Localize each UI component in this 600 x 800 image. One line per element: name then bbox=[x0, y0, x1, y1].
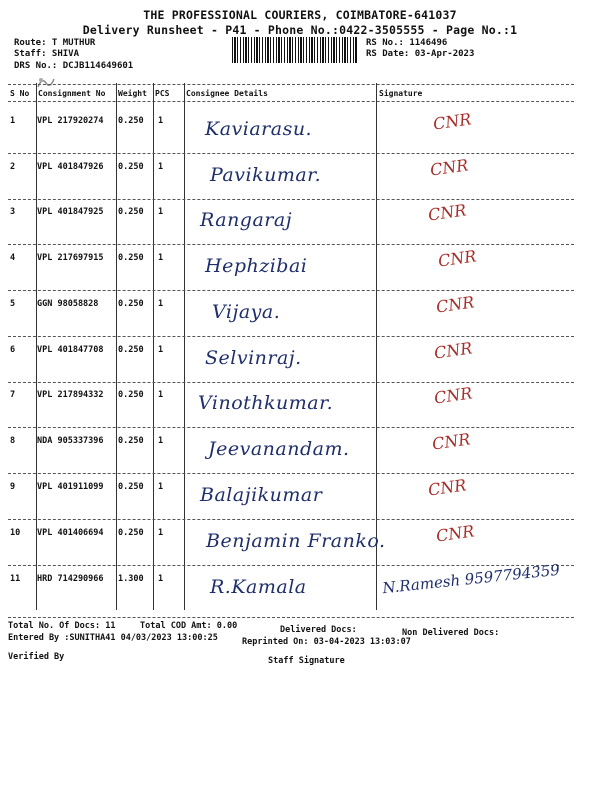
barcode bbox=[232, 37, 358, 63]
consignee-handwriting: Hephzibai bbox=[205, 255, 308, 277]
row-sno: 5 bbox=[10, 299, 16, 309]
consignee-handwriting: Balajikumar bbox=[200, 484, 323, 506]
consignee-handwriting: Rangaraj bbox=[200, 209, 293, 231]
row-sno: 6 bbox=[10, 345, 16, 355]
staff-signature: Staff Signature bbox=[268, 656, 345, 666]
reprinted-on: Reprinted On: 03-04-2023 13:03:07 bbox=[242, 637, 411, 647]
consignee-handwriting: Kaviarasu. bbox=[205, 118, 313, 140]
signature-handwriting: N.Ramesh 9597794359 bbox=[381, 560, 561, 598]
row-separator bbox=[8, 473, 574, 474]
row-sno: 9 bbox=[10, 482, 16, 492]
header-top-rule bbox=[8, 84, 574, 85]
consignment-number: VPL 217920274 bbox=[37, 116, 104, 126]
document-title: THE PROFESSIONAL COURIERS, COIMBATORE-641037 bbox=[143, 8, 457, 22]
row-separator bbox=[8, 244, 574, 245]
pcs-value: 1 bbox=[158, 299, 164, 309]
consignment-number: VPL 401847925 bbox=[37, 207, 104, 217]
header-bottom-rule bbox=[8, 101, 574, 102]
col-signature: Signature bbox=[379, 89, 423, 98]
pcs-value: 1 bbox=[158, 390, 164, 400]
col-weight: Weight bbox=[118, 89, 147, 98]
row-sno: 8 bbox=[10, 436, 16, 446]
col-pcs: PCS bbox=[155, 89, 170, 98]
row-sno: 11 bbox=[10, 574, 21, 584]
consignment-number: VPL 401847708 bbox=[37, 345, 104, 355]
row-sno: 4 bbox=[10, 253, 16, 263]
rs-number: RS No.: 1146496 bbox=[366, 38, 448, 48]
consignment-number: GGN 98058828 bbox=[37, 299, 99, 309]
consignment-number: VPL 217894332 bbox=[37, 390, 104, 400]
document-subtitle: Delivery Runsheet - P41 - Phone No.:0422-3505555 - Page No.:1 bbox=[82, 23, 518, 37]
col-consignee: Consignee Details bbox=[186, 89, 268, 98]
weight-value: 0.250 bbox=[118, 116, 144, 126]
weight-value: 0.250 bbox=[118, 482, 144, 492]
row-sno: 2 bbox=[10, 162, 16, 172]
row-separator bbox=[8, 199, 574, 200]
signature-handwriting: CNR bbox=[432, 338, 474, 363]
weight-value: 0.250 bbox=[118, 253, 144, 263]
consignee-handwriting: R.Kamala bbox=[210, 576, 307, 598]
consignment-number: HRD 714290966 bbox=[37, 574, 104, 584]
pcs-value: 1 bbox=[158, 345, 164, 355]
weight-value: 0.250 bbox=[118, 390, 144, 400]
row-separator bbox=[8, 153, 574, 154]
col-consignment: Consignment No bbox=[38, 89, 106, 98]
row-sno: 10 bbox=[10, 528, 21, 538]
consignee-handwriting: Jeevanandam. bbox=[208, 438, 350, 460]
consignee-handwriting: Pavikumar. bbox=[210, 164, 322, 186]
rs-date: RS Date: 03-Apr-2023 bbox=[366, 49, 475, 59]
staff-label: Staff: SHIVA bbox=[14, 49, 80, 59]
signature-handwriting: CNR bbox=[426, 200, 468, 225]
entered-by: Entered By :SUNITHA41 04/03/2023 13:00:25 bbox=[8, 633, 218, 643]
consignment-number: VPL 401847926 bbox=[37, 162, 104, 172]
consignee-handwriting: Vinothkumar. bbox=[198, 392, 334, 414]
consignee-handwriting: Vijaya. bbox=[212, 301, 281, 323]
pcs-value: 1 bbox=[158, 162, 164, 172]
row-separator bbox=[8, 519, 574, 520]
footer-rule bbox=[8, 617, 574, 618]
consignee-handwriting: Selvinraj. bbox=[205, 347, 302, 369]
weight-value: 0.250 bbox=[118, 436, 144, 446]
col-divider bbox=[153, 83, 154, 610]
pcs-value: 1 bbox=[158, 528, 164, 538]
signature-handwriting: CNR bbox=[434, 292, 476, 317]
consignee-handwriting: Benjamin Franko. bbox=[206, 530, 386, 552]
signature-handwriting: CNR bbox=[434, 521, 476, 546]
signature-handwriting: CNR bbox=[428, 155, 470, 180]
signature-handwriting: CNR bbox=[426, 475, 468, 500]
row-sno: 3 bbox=[10, 207, 16, 217]
signature-handwriting: CNR bbox=[436, 246, 478, 271]
weight-value: 0.250 bbox=[118, 299, 144, 309]
route-label: Route: T MUTHUR bbox=[14, 38, 96, 48]
pcs-value: 1 bbox=[158, 482, 164, 492]
pcs-value: 1 bbox=[158, 253, 164, 263]
row-separator bbox=[8, 565, 574, 566]
pcs-value: 1 bbox=[158, 574, 164, 584]
row-separator bbox=[8, 336, 574, 337]
weight-value: 0.250 bbox=[118, 528, 144, 538]
drs-number: DRS No.: DCJB114649601 bbox=[14, 61, 134, 71]
col-divider bbox=[116, 83, 117, 610]
consignment-number: VPL 401406694 bbox=[37, 528, 104, 538]
row-sno: 1 bbox=[10, 116, 16, 126]
weight-value: 1.300 bbox=[118, 574, 144, 584]
weight-value: 0.250 bbox=[118, 345, 144, 355]
verified-by: Verified By bbox=[8, 652, 65, 662]
pcs-value: 1 bbox=[158, 207, 164, 217]
weight-value: 0.250 bbox=[118, 207, 144, 217]
pcs-value: 1 bbox=[158, 436, 164, 446]
consignment-number: VPL 217697915 bbox=[37, 253, 104, 263]
total-cod: Total COD Amt: 0.00 bbox=[140, 621, 238, 631]
consignment-number: VPL 401911099 bbox=[37, 482, 104, 492]
col-sno: S No bbox=[10, 89, 30, 98]
signature-handwriting: CNR bbox=[430, 429, 472, 454]
total-docs: Total No. Of Docs: 11 bbox=[8, 621, 116, 631]
pcs-value: 1 bbox=[158, 116, 164, 126]
signature-handwriting: CNR bbox=[432, 383, 474, 408]
row-separator bbox=[8, 290, 574, 291]
consignment-number: NDA 905337396 bbox=[37, 436, 104, 446]
signature-handwriting: CNR bbox=[431, 109, 473, 134]
row-separator bbox=[8, 427, 574, 428]
row-sno: 7 bbox=[10, 390, 16, 400]
delivered-docs: Delivered Docs: bbox=[280, 625, 357, 635]
non-delivered-docs: Non Delivered Docs: bbox=[402, 628, 500, 638]
row-separator bbox=[8, 382, 574, 383]
col-divider bbox=[184, 83, 185, 610]
weight-value: 0.250 bbox=[118, 162, 144, 172]
